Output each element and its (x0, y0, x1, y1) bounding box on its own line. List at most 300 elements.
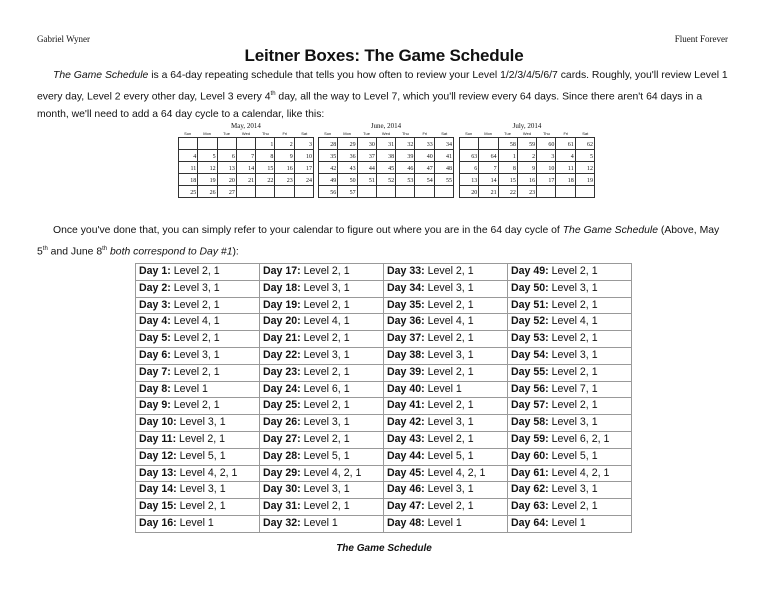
table-cell (136, 297, 260, 314)
level-value: Level 3, 1 (300, 348, 350, 361)
para2-text-4: both correspond to Day #1 (107, 246, 233, 258)
calendar-cell (556, 150, 575, 162)
calendar-cell (179, 150, 198, 162)
calendar-cell (237, 150, 256, 162)
calendar-cell-number: 10 (306, 154, 312, 160)
calendar-cell (576, 162, 595, 174)
level-value: Level 3, 1 (548, 348, 598, 361)
calendar-cell-number: 16 (286, 166, 293, 172)
table-cell (384, 264, 508, 281)
day-label: Day 11: (139, 432, 177, 445)
calendar-july (459, 122, 595, 214)
day-label: Day 35: (387, 298, 425, 311)
day-label: Day 26: (263, 416, 301, 429)
day-label: Day 57: (511, 399, 549, 412)
level-value: Level 2, 1 (300, 500, 350, 513)
day-label: Day 6: (139, 348, 171, 361)
table-cell (384, 331, 508, 348)
table-cell (260, 448, 384, 465)
calendar-cell-number: 22 (509, 190, 516, 196)
calendar-cell (256, 138, 275, 150)
calendar-cell-number: 6 (474, 166, 478, 172)
calendar-dayname: Sun (465, 131, 473, 136)
calendar-cell (319, 162, 338, 174)
level-value: Level 5, 1 (300, 449, 350, 462)
calendar-cell (198, 186, 217, 198)
calendar-cell (198, 174, 217, 186)
table-cell (136, 431, 260, 448)
calendar-cell-number: 54 (426, 178, 433, 184)
calendar-cell-number: 2 (532, 154, 536, 160)
day-label: Day 10: (139, 416, 177, 429)
calendar-cell-number: 11 (567, 166, 574, 172)
table-cell (384, 297, 508, 314)
table-cell (508, 331, 632, 348)
calendar-cell (435, 186, 454, 198)
level-value: Level 3, 1 (176, 416, 226, 429)
intro-superscript: th (270, 91, 276, 97)
table-cell (260, 264, 384, 281)
table-cell (260, 415, 384, 432)
calendar-cell (338, 150, 357, 162)
calendar-cell-number: 14 (490, 178, 497, 184)
calendar-cell-number: 57 (349, 190, 356, 196)
day-label: Day 40: (387, 382, 425, 395)
calendar-cell (295, 162, 314, 174)
calendar-cell-number: 27 (228, 190, 235, 196)
calendar-title: July, 2014 (512, 122, 542, 130)
calendar-dayname: Tue (363, 131, 370, 136)
day-label: Day 3: (139, 298, 171, 311)
table-cell (136, 331, 260, 348)
level-value: Level 7, 1 (548, 382, 598, 395)
calendar-images (178, 122, 593, 214)
level-value: Level 3, 1 (548, 483, 598, 496)
day-label: Day 8: (139, 382, 171, 395)
calendar-daynames (459, 131, 595, 137)
level-value: Level 3, 1 (300, 416, 350, 429)
table-cell (508, 482, 632, 499)
calendar-cell-number: 26 (209, 190, 216, 196)
calendar-dayname: Mon (484, 131, 493, 136)
level-value: Level 3, 1 (424, 483, 474, 496)
calendar-cell (396, 138, 415, 150)
table-cell (136, 415, 260, 432)
level-value: Level 2, 1 (300, 265, 350, 277)
table-cell (508, 381, 632, 398)
day-label: Day 7: (139, 365, 171, 378)
calendar-cell (377, 174, 396, 186)
day-label: Day 63: (511, 500, 549, 513)
table-row (136, 280, 632, 297)
calendar-dayname: Fri (282, 131, 288, 136)
table-cell (384, 364, 508, 381)
level-value: Level 1 (424, 382, 462, 395)
para2-sup-1: th (42, 246, 48, 252)
calendar-cell (295, 150, 314, 162)
calendar-cell-number: 46 (407, 166, 414, 172)
calendar-cell-number: 13 (471, 178, 478, 184)
calendar-cell (377, 162, 396, 174)
calendar-cell-number: 35 (330, 154, 337, 160)
calendar-cell (396, 174, 415, 186)
calendar-cell (499, 138, 518, 150)
day-label: Day 33: (387, 265, 425, 277)
calendar-cell (358, 162, 377, 174)
table-row (136, 415, 632, 432)
calendar-cell (556, 162, 575, 174)
level-value: Level 2, 1 (548, 500, 598, 513)
table-cell (508, 364, 632, 381)
calendar-cell (415, 186, 434, 198)
calendar-cell-number: 19 (209, 178, 216, 184)
calendar-cell-number: 43 (349, 166, 356, 172)
calendar-cell (415, 150, 434, 162)
table-row (136, 431, 632, 448)
level-value: Level 2, 1 (300, 365, 350, 378)
day-label: Day 22: (263, 348, 301, 361)
calendar-dayname: Thu (401, 131, 409, 136)
calendar-cell (358, 174, 377, 186)
calendar-cell (179, 174, 198, 186)
level-value: Level 5, 1 (424, 449, 474, 462)
calendar-cell (237, 138, 256, 150)
calendar-cell (537, 162, 556, 174)
calendar-cell (358, 138, 377, 150)
intro-text-2: day, all the way to Level 7, which you'll review every 64 days. Since there aren't 64 days in a month, we'll need to add a 64 day cycle to a calendar, like this: (37, 91, 703, 121)
table-cell (136, 465, 260, 482)
calendar-cell (396, 150, 415, 162)
table-cell (260, 347, 384, 364)
level-value: Level 1 (170, 382, 208, 395)
calendar-cell-number: 32 (407, 142, 414, 148)
calendar-dayname: Fri (422, 131, 428, 136)
day-label: Day 58: (511, 416, 549, 429)
calendar-cell (377, 150, 396, 162)
calendar-cell (460, 162, 479, 174)
calendar-cell-number: 58 (509, 142, 516, 148)
day-label: Day 20: (263, 315, 301, 328)
calendar-cell (275, 174, 294, 186)
calendar-cell-number: 30 (368, 142, 375, 148)
day-label: Day 12: (139, 449, 177, 462)
calendar-cell-number: 38 (388, 154, 395, 160)
day-label: Day 29: (263, 466, 301, 479)
day-label: Day 4: (139, 315, 171, 328)
calendar-cell (319, 138, 338, 150)
calendar-cell-number: 49 (330, 178, 337, 184)
para2-sup-2: th (102, 246, 108, 252)
game-schedule-table (135, 263, 632, 533)
calendar-cell (479, 138, 498, 150)
calendar-cell (295, 186, 314, 198)
table-cell (384, 280, 508, 297)
calendar-cell (275, 162, 294, 174)
day-label: Day 46: (387, 483, 425, 496)
calendar-cell-number: 1 (270, 142, 274, 148)
day-label: Day 62: (511, 483, 549, 496)
calendar-cell (499, 150, 518, 162)
table-cell (384, 515, 508, 532)
calendar-cell-number: 18 (567, 178, 574, 184)
level-value: Level 2, 1 (424, 265, 474, 277)
table-cell (260, 381, 384, 398)
day-label: Day 15: (139, 500, 177, 513)
table-cell (508, 297, 632, 314)
day-label: Day 27: (263, 432, 301, 445)
calendar-dayname: Tue (223, 131, 230, 136)
level-value: Level 4, 1 (424, 315, 474, 328)
table-cell (260, 398, 384, 415)
day-label: Day 53: (511, 332, 549, 345)
calendar-cell (377, 138, 396, 150)
calendar-daynames (178, 131, 314, 137)
calendar-cell-number: 9 (289, 154, 293, 160)
level-value: Level 1 (300, 516, 338, 529)
calendar-cell-number: 8 (270, 154, 274, 160)
calendar-dayname: Sat (441, 131, 448, 136)
calendar-cell (275, 138, 294, 150)
calendar-cell-number: 29 (349, 142, 356, 148)
calendar-cell-number: 24 (306, 178, 312, 184)
calendar-cell-number: 20 (471, 190, 478, 196)
calendar-cell (179, 162, 198, 174)
table-row (136, 381, 632, 398)
table-cell (508, 415, 632, 432)
calendar-cell-number: 15 (267, 166, 274, 172)
day-label: Day 36: (387, 315, 425, 328)
calendar-cell-number: 4 (570, 154, 574, 160)
level-value: Level 2, 1 (176, 500, 226, 513)
table-row (136, 364, 632, 381)
calendar-cell (396, 162, 415, 174)
day-label: Day 37: (387, 332, 425, 345)
level-value: Level 2, 1 (548, 365, 598, 378)
table-cell (384, 448, 508, 465)
page-title: Leitner Boxes: The Game Schedule (244, 46, 524, 65)
calendar-cell (237, 186, 256, 198)
calendar-cell (518, 162, 537, 174)
instruction-paragraph (37, 222, 731, 261)
level-value: Level 2, 1 (300, 399, 350, 412)
table-cell (508, 314, 632, 331)
calendar-cell (198, 162, 217, 174)
calendar-cell (396, 186, 415, 198)
calendar-cell-number: 15 (509, 178, 516, 184)
day-label: Day 9: (139, 399, 171, 412)
calendar-cell (319, 174, 338, 186)
calendar-cell (518, 150, 537, 162)
calendar-cell (537, 186, 556, 198)
day-label: Day 19: (263, 298, 301, 311)
calendar-cell-number: 10 (548, 166, 555, 172)
calendar-cell (479, 174, 498, 186)
calendar-cell-number: 37 (368, 154, 375, 160)
day-label: Day 30: (263, 483, 301, 496)
table-cell (384, 465, 508, 482)
day-label: Day 41: (387, 399, 425, 412)
table-cell (508, 264, 632, 281)
level-value: Level 3, 1 (176, 483, 226, 496)
table-cell (136, 482, 260, 499)
calendar-cell-number: 23 (529, 190, 536, 196)
table-cell (508, 499, 632, 516)
level-value: Level 3, 1 (170, 348, 220, 361)
table-cell (136, 280, 260, 297)
table-cell (384, 347, 508, 364)
day-label: Day 54: (511, 348, 549, 361)
level-value: Level 2, 1 (548, 298, 598, 311)
calendar-cell (479, 162, 498, 174)
table-cell (260, 280, 384, 297)
table-row (136, 482, 632, 499)
calendar-cell (556, 138, 575, 150)
table-cell (260, 314, 384, 331)
calendar-cell (377, 186, 396, 198)
table-cell (136, 515, 260, 532)
level-value: Level 2, 1 (424, 500, 474, 513)
calendar-cell-number: 48 (446, 166, 452, 172)
calendar-cell-number: 28 (330, 142, 337, 148)
calendar-cell (576, 150, 595, 162)
calendar-cell (576, 138, 595, 150)
level-value: Level 5, 1 (176, 449, 226, 462)
day-label: Day 60: (511, 449, 549, 462)
day-label: Day 5: (139, 332, 171, 345)
table-cell (508, 347, 632, 364)
table-cell (508, 398, 632, 415)
calendar-cell-number: 5 (590, 154, 593, 160)
calendar-dayname: Sat (301, 131, 308, 136)
calendar-cell (460, 150, 479, 162)
calendar-cell-number: 3 (551, 154, 555, 160)
level-value: Level 6, 2, 1 (548, 432, 610, 445)
table-cell (136, 364, 260, 381)
calendar-cell-number: 44 (368, 166, 375, 172)
calendar-cell-number: 17 (548, 178, 555, 184)
level-value: Level 4, 1 (300, 315, 350, 328)
day-label: Day 59: (511, 432, 549, 445)
para2-text-5: ): (232, 246, 239, 258)
level-value: Level 3, 1 (170, 281, 220, 294)
calendar-cell (518, 174, 537, 186)
day-label: Day 56: (511, 382, 549, 395)
level-value: Level 2, 1 (170, 365, 220, 378)
day-label: Day 21: (263, 332, 301, 345)
calendar-cell (576, 174, 595, 186)
calendar-cell (358, 186, 377, 198)
calendar-cell (179, 138, 198, 150)
calendar-grid (459, 137, 595, 198)
calendar-cell (256, 162, 275, 174)
calendar-cell (479, 150, 498, 162)
calendar-cell-number: 41 (446, 154, 452, 160)
calendar-cell (518, 186, 537, 198)
calendar-cell-number: 60 (548, 142, 555, 148)
level-value: Level 2, 1 (170, 399, 220, 412)
calendar-cell (256, 186, 275, 198)
calendar-title: May, 2014 (231, 122, 261, 130)
calendar-cell-number: 56 (330, 190, 337, 196)
table-cell (260, 515, 384, 532)
table-cell (136, 381, 260, 398)
calendar-may (178, 122, 314, 214)
calendar-cell (295, 174, 314, 186)
table-cell (384, 314, 508, 331)
calendar-june (318, 122, 454, 214)
calendar-cell (537, 174, 556, 186)
calendar-cell-number: 18 (190, 178, 197, 184)
level-value: Level 5, 1 (548, 449, 598, 462)
calendar-cell-number: 36 (349, 154, 356, 160)
para2-text-1: Once you've done that, you can simply refer to your calendar to figure out where you are in the 64 day cycle of (53, 225, 563, 236)
day-label: Day 13: (139, 466, 177, 479)
table-cell (508, 431, 632, 448)
level-value: Level 3, 1 (424, 281, 474, 294)
author-header: Gabriel Wyner (37, 34, 91, 44)
table-row (136, 297, 632, 314)
level-value: Level 4, 1 (548, 315, 598, 328)
calendar-cell-number: 19 (587, 178, 593, 184)
day-label: Day 38: (387, 348, 425, 361)
level-value: Level 3, 1 (548, 281, 598, 294)
day-label: Day 49: (511, 265, 549, 277)
calendar-cell (338, 174, 357, 186)
day-label: Day 28: (263, 449, 301, 462)
calendar-cell-number: 7 (493, 166, 497, 172)
table-row (136, 465, 632, 482)
day-label: Day 47: (387, 500, 425, 513)
calendar-cell-number: 64 (490, 154, 497, 160)
table-cell (508, 280, 632, 297)
calendar-dayname: Mon (343, 131, 352, 136)
calendar-cell-number: 12 (209, 166, 216, 172)
day-label: Day 48: (387, 516, 425, 529)
calendar-cell-number: 5 (212, 154, 216, 160)
calendar-cell (218, 138, 237, 150)
calendar-cell (256, 174, 275, 186)
level-value: Level 2, 1 (424, 332, 474, 345)
intro-emphasis: The Game Schedule (53, 70, 149, 81)
day-label: Day 42: (387, 416, 425, 429)
calendar-cell (275, 186, 294, 198)
calendar-dayname: Mon (203, 131, 212, 136)
day-label: Day 32: (263, 516, 301, 529)
calendar-cell (435, 162, 454, 174)
calendar-cell (479, 186, 498, 198)
level-value: Level 4, 2, 1 (300, 466, 362, 479)
calendar-cell-number: 3 (309, 142, 312, 148)
calendar-dayname: Wed (241, 131, 251, 136)
table-cell (136, 448, 260, 465)
calendar-cell-number: 1 (512, 154, 516, 160)
level-value: Level 4, 2, 1 (548, 466, 610, 479)
table-cell (260, 431, 384, 448)
level-value: Level 6, 1 (300, 382, 350, 395)
calendar-dayname: Thu (542, 131, 550, 136)
day-label: Day 55: (511, 365, 549, 378)
level-value: Level 3, 1 (548, 416, 598, 429)
day-label: Day 34: (387, 281, 425, 294)
calendar-cell (295, 138, 314, 150)
table-cell (508, 515, 632, 532)
table-cell (260, 482, 384, 499)
calendar-cell (415, 162, 434, 174)
site-header: Fluent Forever (674, 34, 728, 44)
table-row (136, 331, 632, 348)
calendar-dayname: Fri (563, 131, 569, 136)
calendar-cell (218, 162, 237, 174)
